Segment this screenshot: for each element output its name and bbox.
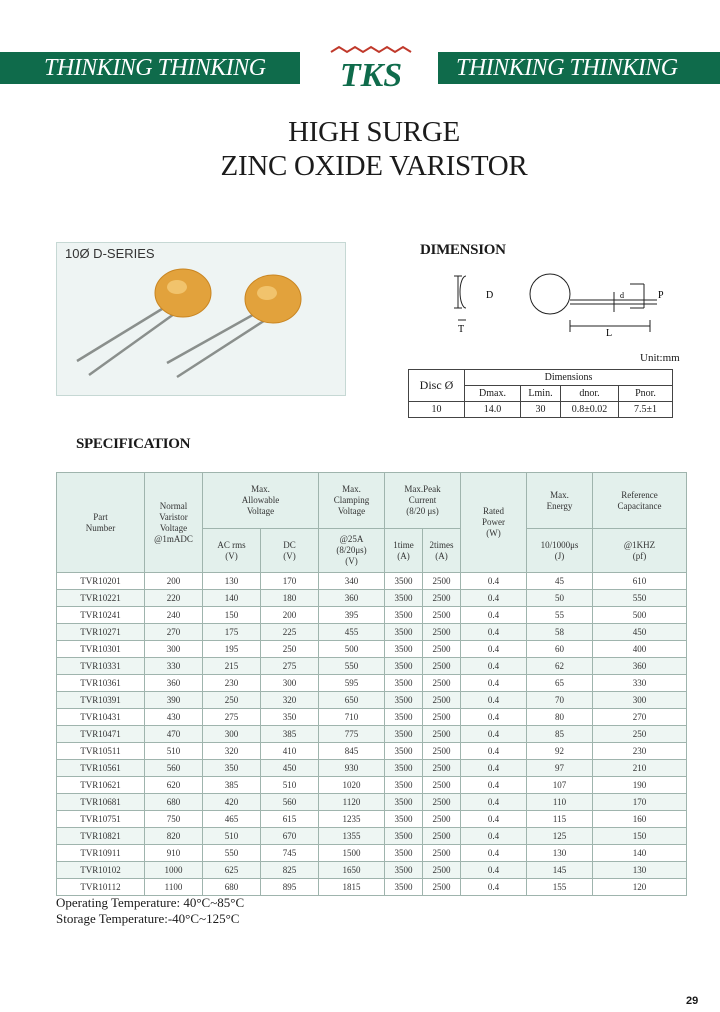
cell-clamping-voltage: 1355: [319, 828, 385, 845]
table-row: [57, 624, 687, 641]
col-header-clamp-sub: [319, 529, 385, 573]
page-title-line2: ZINC OXIDE VARISTOR: [220, 150, 528, 182]
cell-part-number: TVR10821: [57, 828, 145, 845]
header-line: Part: [93, 511, 108, 522]
header-line: 2times: [429, 539, 454, 550]
cell-ac-voltage: 385: [203, 777, 261, 794]
dim-value-lmin: 30: [521, 402, 561, 418]
cell-rated-power: 0.4: [461, 777, 527, 794]
header-line: Clamping: [333, 495, 370, 505]
header-line: (V): [225, 550, 238, 561]
cell-part-number: TVR10221: [57, 590, 145, 607]
cell-part-number: TVR10102: [57, 862, 145, 879]
cell-max-energy: 110: [527, 794, 593, 811]
banner-left-text: THINKING THINKING: [44, 55, 266, 81]
header-line: Energy: [546, 500, 573, 511]
cell-max-energy: 70: [527, 692, 593, 709]
cell-capacitance: 230: [593, 743, 687, 760]
cell-clamping-voltage: 1020: [319, 777, 385, 794]
cell-part-number: TVR10241: [57, 607, 145, 624]
cell-part-number: TVR10201: [57, 573, 145, 590]
dim-value-dmax: 14.0: [465, 402, 521, 418]
header-line: Voltage: [246, 506, 275, 516]
header-line: Max.: [550, 489, 569, 500]
cell-peak-current-2: 2500: [423, 692, 461, 709]
tks-logo: [325, 44, 417, 94]
header-line: @1KHZ: [623, 539, 656, 550]
diagram-label-dwire: d: [620, 291, 624, 300]
cell-clamping-voltage: 395: [319, 607, 385, 624]
cell-dc-voltage: 200: [261, 607, 319, 624]
cell-peak-current-1: 3500: [385, 590, 423, 607]
header-line: Varistor: [159, 511, 188, 522]
cell-nominal-voltage: 360: [145, 675, 203, 692]
cell-peak-current-2: 2500: [423, 811, 461, 828]
header-line: Power: [482, 517, 505, 527]
cell-max-energy: 58: [527, 624, 593, 641]
specification-table: [56, 472, 687, 896]
operating-temperature: Operating Temperature: 40°C~85°C: [56, 895, 245, 910]
cell-rated-power: 0.4: [461, 828, 527, 845]
header-line: Current: [408, 495, 437, 505]
cell-peak-current-2: 2500: [423, 862, 461, 879]
dim-col-dmax: Dmax.: [465, 386, 521, 402]
cell-dc-voltage: 825: [261, 862, 319, 879]
col-header-once: [385, 529, 423, 573]
cell-capacitance: 550: [593, 590, 687, 607]
cell-part-number: TVR10431: [57, 709, 145, 726]
header-line: (A): [397, 550, 410, 561]
cell-dc-voltage: 745: [261, 845, 319, 862]
cell-ac-voltage: 300: [203, 726, 261, 743]
dimension-table: [408, 369, 673, 418]
cell-peak-current-1: 3500: [385, 879, 423, 896]
cell-rated-power: 0.4: [461, 607, 527, 624]
cell-clamping-voltage: 930: [319, 760, 385, 777]
varistor-illustration: [57, 243, 347, 397]
cell-capacitance: 500: [593, 607, 687, 624]
table-row: [57, 726, 687, 743]
header-line: Reference: [621, 489, 658, 500]
cell-rated-power: 0.4: [461, 709, 527, 726]
cell-nominal-voltage: 220: [145, 590, 203, 607]
col-header-twice: [423, 529, 461, 573]
header-line: Voltage: [159, 522, 188, 533]
cell-max-energy: 50: [527, 590, 593, 607]
cell-peak-current-2: 2500: [423, 879, 461, 896]
cell-peak-current-1: 3500: [385, 709, 423, 726]
cell-peak-current-2: 2500: [423, 726, 461, 743]
header-line: 1time: [393, 539, 414, 550]
cell-clamping-voltage: 360: [319, 590, 385, 607]
cell-nominal-voltage: 560: [145, 760, 203, 777]
cell-nominal-voltage: 680: [145, 794, 203, 811]
table-row: [57, 658, 687, 675]
cell-peak-current-1: 3500: [385, 777, 423, 794]
cell-ac-voltage: 230: [203, 675, 261, 692]
cell-nominal-voltage: 910: [145, 845, 203, 862]
logo-text: TKS: [339, 57, 403, 94]
cell-part-number: TVR10751: [57, 811, 145, 828]
cell-capacitance: 210: [593, 760, 687, 777]
header-line: (8/20 μs): [406, 506, 439, 516]
cell-nominal-voltage: 330: [145, 658, 203, 675]
col-header-dc: [261, 529, 319, 573]
table-row: [57, 743, 687, 760]
cell-ac-voltage: 625: [203, 862, 261, 879]
cell-max-energy: 97: [527, 760, 593, 777]
cell-clamping-voltage: 1235: [319, 811, 385, 828]
cell-capacitance: 150: [593, 828, 687, 845]
cell-part-number: TVR10112: [57, 879, 145, 896]
cell-rated-power: 0.4: [461, 726, 527, 743]
cell-peak-current-1: 3500: [385, 624, 423, 641]
cell-rated-power: 0.4: [461, 811, 527, 828]
table-row: [57, 607, 687, 624]
cell-peak-current-2: 2500: [423, 794, 461, 811]
diagram-label-l: L: [606, 328, 613, 338]
cell-clamping-voltage: 550: [319, 658, 385, 675]
cell-nominal-voltage: 430: [145, 709, 203, 726]
cell-capacitance: 120: [593, 879, 687, 896]
cell-ac-voltage: 350: [203, 760, 261, 777]
cell-capacitance: 170: [593, 794, 687, 811]
cell-capacitance: 140: [593, 845, 687, 862]
dim-header-disc: Disc Ø: [409, 370, 465, 402]
cell-ac-voltage: 275: [203, 709, 261, 726]
table-row: [57, 845, 687, 862]
series-label: 10Ø D-SERIES: [65, 246, 155, 261]
table-row: [57, 828, 687, 845]
cell-ac-voltage: 250: [203, 692, 261, 709]
header-line: Max.Peak: [404, 484, 441, 494]
dim-value-dnor: 0.8±0.02: [561, 402, 619, 418]
cell-clamping-voltage: 500: [319, 641, 385, 658]
header-line: DC: [283, 539, 296, 550]
header-line: (J): [554, 550, 565, 561]
col-header-cap-sub: [593, 529, 687, 573]
cell-dc-voltage: 250: [261, 641, 319, 658]
header-banner-left: [0, 52, 300, 84]
cell-peak-current-2: 2500: [423, 607, 461, 624]
col-header-nominal: [145, 473, 203, 573]
cell-rated-power: 0.4: [461, 675, 527, 692]
cell-part-number: TVR10511: [57, 743, 145, 760]
cell-dc-voltage: 560: [261, 794, 319, 811]
cell-part-number: TVR10471: [57, 726, 145, 743]
cell-nominal-voltage: 1000: [145, 862, 203, 879]
cell-part-number: TVR10621: [57, 777, 145, 794]
cell-dc-voltage: 615: [261, 811, 319, 828]
cell-capacitance: 130: [593, 862, 687, 879]
header-line: (8/20μs): [336, 545, 367, 555]
dim-value-pnor: 7.5±1: [619, 402, 673, 418]
col-header-ac: [203, 529, 261, 573]
cell-ac-voltage: 550: [203, 845, 261, 862]
dimension-heading: DIMENSION: [420, 242, 506, 258]
cell-nominal-voltage: 240: [145, 607, 203, 624]
cell-clamping-voltage: 775: [319, 726, 385, 743]
cell-max-energy: 107: [527, 777, 593, 794]
cell-ac-voltage: 175: [203, 624, 261, 641]
dimension-diagram: [452, 268, 674, 338]
header-line: @1mADC: [154, 533, 193, 544]
header-line: (V): [345, 556, 358, 566]
col-header-part: [57, 473, 145, 573]
cell-peak-current-2: 2500: [423, 658, 461, 675]
cell-part-number: TVR10911: [57, 845, 145, 862]
dim-col-pnor: Pnor.: [619, 386, 673, 402]
cell-ac-voltage: 420: [203, 794, 261, 811]
cell-dc-voltage: 450: [261, 760, 319, 777]
cell-rated-power: 0.4: [461, 658, 527, 675]
cell-nominal-voltage: 390: [145, 692, 203, 709]
cell-peak-current-1: 3500: [385, 675, 423, 692]
col-header-peak: [385, 473, 461, 529]
cell-dc-voltage: 410: [261, 743, 319, 760]
cell-dc-voltage: 300: [261, 675, 319, 692]
cell-nominal-voltage: 820: [145, 828, 203, 845]
cell-capacitance: 250: [593, 726, 687, 743]
header-line: (V): [283, 550, 296, 561]
header-line: Voltage: [337, 506, 366, 516]
cell-nominal-voltage: 750: [145, 811, 203, 828]
col-header-maxvoltage: [203, 473, 319, 529]
col-header-energy: [527, 473, 593, 529]
cell-ac-voltage: 150: [203, 607, 261, 624]
page-title-line1: HIGH SURGE: [288, 116, 460, 148]
cell-dc-voltage: 385: [261, 726, 319, 743]
header-line: @25A: [339, 534, 364, 544]
cell-peak-current-1: 3500: [385, 794, 423, 811]
cell-max-energy: 92: [527, 743, 593, 760]
cell-part-number: TVR10391: [57, 692, 145, 709]
dim-col-dnor: dnor.: [561, 386, 619, 402]
cell-rated-power: 0.4: [461, 624, 527, 641]
col-header-capacitance: [593, 473, 687, 529]
table-row: [57, 811, 687, 828]
banner-right-text: THINKING THINKING: [456, 55, 678, 81]
cell-nominal-voltage: 620: [145, 777, 203, 794]
cell-nominal-voltage: 470: [145, 726, 203, 743]
col-header-energy-sub: [527, 529, 593, 573]
cell-peak-current-1: 3500: [385, 658, 423, 675]
cell-part-number: TVR10681: [57, 794, 145, 811]
cell-peak-current-2: 2500: [423, 828, 461, 845]
cell-peak-current-2: 2500: [423, 709, 461, 726]
cell-capacitance: 190: [593, 777, 687, 794]
cell-ac-voltage: 140: [203, 590, 261, 607]
diagram-label-d: D: [486, 290, 494, 301]
cell-nominal-voltage: 270: [145, 624, 203, 641]
cell-part-number: TVR10271: [57, 624, 145, 641]
cell-rated-power: 0.4: [461, 794, 527, 811]
cell-peak-current-1: 3500: [385, 692, 423, 709]
cell-peak-current-2: 2500: [423, 845, 461, 862]
cell-nominal-voltage: 510: [145, 743, 203, 760]
unit-label: Unit:mm: [640, 352, 680, 364]
col-header-power: [461, 473, 527, 573]
cell-clamping-voltage: 455: [319, 624, 385, 641]
specification-table-body: [57, 573, 687, 896]
dim-value-disc: 10: [409, 402, 465, 418]
cell-dc-voltage: 225: [261, 624, 319, 641]
cell-part-number: TVR10361: [57, 675, 145, 692]
cell-nominal-voltage: 1100: [145, 879, 203, 896]
cell-nominal-voltage: 300: [145, 641, 203, 658]
cell-dc-voltage: 170: [261, 573, 319, 590]
cell-capacitance: 360: [593, 658, 687, 675]
cell-peak-current-1: 3500: [385, 811, 423, 828]
cell-max-energy: 85: [527, 726, 593, 743]
table-row: [57, 760, 687, 777]
cell-clamping-voltage: 1120: [319, 794, 385, 811]
diagram-label-p: P: [658, 290, 664, 301]
cell-max-energy: 155: [527, 879, 593, 896]
page-number: 29: [686, 995, 699, 1007]
header-line: (W): [486, 528, 501, 538]
cell-peak-current-1: 3500: [385, 845, 423, 862]
table-row: [57, 675, 687, 692]
cell-max-energy: 55: [527, 607, 593, 624]
cell-peak-current-2: 2500: [423, 573, 461, 590]
table-row: [57, 862, 687, 879]
cell-capacitance: 330: [593, 675, 687, 692]
storage-temperature: Storage Temperature:-40°C~125°C: [56, 911, 240, 926]
header-line: Max.: [251, 484, 270, 494]
cell-clamping-voltage: 340: [319, 573, 385, 590]
table-row: [57, 641, 687, 658]
table-row: [57, 709, 687, 726]
cell-peak-current-2: 2500: [423, 743, 461, 760]
cell-capacitance: 610: [593, 573, 687, 590]
cell-ac-voltage: 195: [203, 641, 261, 658]
cell-nominal-voltage: 200: [145, 573, 203, 590]
cell-peak-current-2: 2500: [423, 624, 461, 641]
cell-max-energy: 45: [527, 573, 593, 590]
header-line: Capacitance: [617, 500, 662, 511]
cell-peak-current-1: 3500: [385, 573, 423, 590]
table-row: [57, 794, 687, 811]
header-line: (pf): [632, 550, 647, 561]
col-header-clamping: [319, 473, 385, 529]
cell-dc-voltage: 670: [261, 828, 319, 845]
cell-rated-power: 0.4: [461, 590, 527, 607]
header-line: Number: [85, 522, 116, 533]
dim-col-lmin: Lmin.: [521, 386, 561, 402]
cell-rated-power: 0.4: [461, 760, 527, 777]
cell-max-energy: 65: [527, 675, 593, 692]
cell-rated-power: 0.4: [461, 692, 527, 709]
header-banner-right: [438, 52, 720, 84]
cell-dc-voltage: 895: [261, 879, 319, 896]
header-line: Rated: [483, 506, 504, 516]
cell-ac-voltage: 130: [203, 573, 261, 590]
diagram-label-t: T: [458, 324, 465, 335]
header-line: Max.: [342, 484, 361, 494]
cell-ac-voltage: 680: [203, 879, 261, 896]
header-line: Allowable: [241, 495, 280, 505]
cell-rated-power: 0.4: [461, 862, 527, 879]
table-row: [57, 777, 687, 794]
cell-dc-voltage: 350: [261, 709, 319, 726]
table-row: [57, 879, 687, 896]
cell-peak-current-1: 3500: [385, 743, 423, 760]
cell-clamping-voltage: 1500: [319, 845, 385, 862]
cell-dc-voltage: 180: [261, 590, 319, 607]
cell-peak-current-2: 2500: [423, 675, 461, 692]
header-line: (A): [435, 550, 448, 561]
cell-peak-current-1: 3500: [385, 760, 423, 777]
cell-max-energy: 60: [527, 641, 593, 658]
cell-peak-current-1: 3500: [385, 828, 423, 845]
cell-peak-current-1: 3500: [385, 726, 423, 743]
cell-max-energy: 145: [527, 862, 593, 879]
cell-clamping-voltage: 845: [319, 743, 385, 760]
cell-part-number: TVR10331: [57, 658, 145, 675]
cell-peak-current-2: 2500: [423, 777, 461, 794]
specification-heading: SPECIFICATION: [76, 436, 191, 452]
cell-dc-voltage: 275: [261, 658, 319, 675]
cell-clamping-voltage: 1815: [319, 879, 385, 896]
cell-max-energy: 125: [527, 828, 593, 845]
cell-rated-power: 0.4: [461, 845, 527, 862]
cell-peak-current-1: 3500: [385, 607, 423, 624]
table-row: [57, 692, 687, 709]
cell-peak-current-2: 2500: [423, 641, 461, 658]
cell-capacitance: 400: [593, 641, 687, 658]
cell-capacitance: 300: [593, 692, 687, 709]
header-line: 10/1000μs: [540, 539, 579, 550]
cell-peak-current-2: 2500: [423, 760, 461, 777]
cell-peak-current-1: 3500: [385, 641, 423, 658]
cell-max-energy: 80: [527, 709, 593, 726]
cell-ac-voltage: 465: [203, 811, 261, 828]
cell-capacitance: 160: [593, 811, 687, 828]
dim-header-dimensions: Dimensions: [465, 370, 673, 386]
cell-rated-power: 0.4: [461, 743, 527, 760]
cell-clamping-voltage: 710: [319, 709, 385, 726]
cell-part-number: TVR10561: [57, 760, 145, 777]
cell-dc-voltage: 510: [261, 777, 319, 794]
header-line: AC rms: [217, 539, 246, 550]
cell-clamping-voltage: 1650: [319, 862, 385, 879]
table-row: [57, 573, 687, 590]
cell-rated-power: 0.4: [461, 879, 527, 896]
cell-capacitance: 270: [593, 709, 687, 726]
cell-rated-power: 0.4: [461, 641, 527, 658]
cell-peak-current-2: 2500: [423, 590, 461, 607]
cell-clamping-voltage: 595: [319, 675, 385, 692]
cell-dc-voltage: 320: [261, 692, 319, 709]
cell-clamping-voltage: 650: [319, 692, 385, 709]
cell-ac-voltage: 510: [203, 828, 261, 845]
product-photo: [56, 242, 346, 396]
header-line: Normal: [159, 500, 188, 511]
cell-max-energy: 62: [527, 658, 593, 675]
cell-ac-voltage: 215: [203, 658, 261, 675]
cell-ac-voltage: 320: [203, 743, 261, 760]
cell-peak-current-1: 3500: [385, 862, 423, 879]
cell-part-number: TVR10301: [57, 641, 145, 658]
cell-max-energy: 115: [527, 811, 593, 828]
table-row: [57, 590, 687, 607]
cell-rated-power: 0.4: [461, 573, 527, 590]
cell-max-energy: 130: [527, 845, 593, 862]
cell-capacitance: 450: [593, 624, 687, 641]
